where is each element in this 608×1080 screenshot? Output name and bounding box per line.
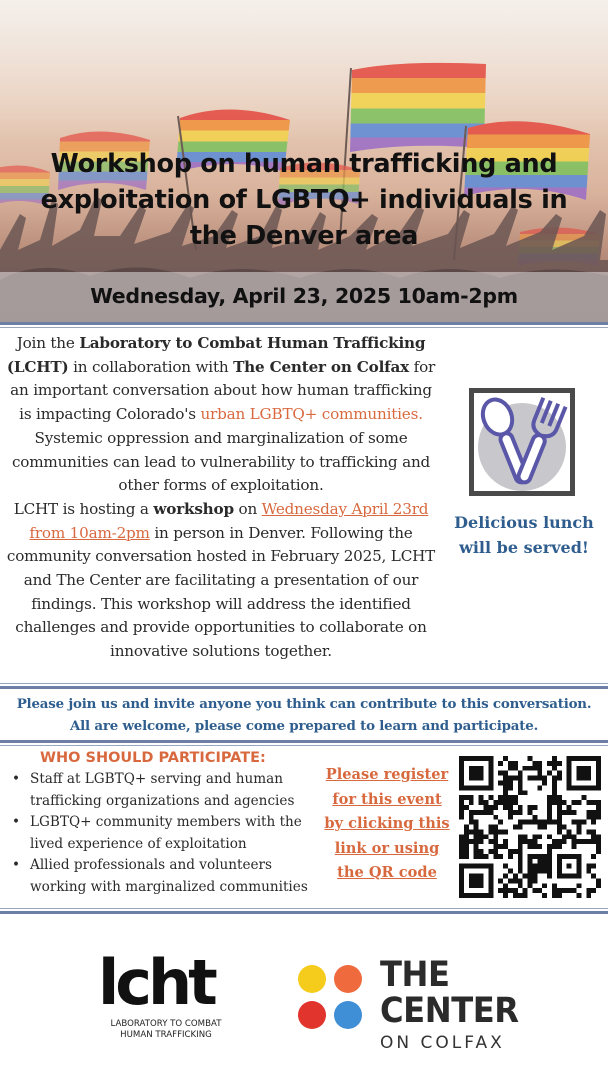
divider [0, 686, 608, 689]
event-title [20, 146, 588, 254]
lcht-tagline-line: LABORATORY TO COMBAT [110, 1019, 222, 1029]
center-name-inline: The Center on Colfax [233, 357, 410, 376]
lcht-wordmark: lcht [98, 950, 214, 1010]
workshop-date-link[interactable]: Wednesday April 23rd from 10am-2pm [29, 499, 429, 542]
urban-communities-highlight: urban LGBTQ+ communities. [200, 405, 423, 424]
red-dot [298, 1001, 326, 1029]
blue-dot [334, 1001, 362, 1029]
event-title-line: the Denver area [189, 221, 419, 251]
intro-text-span: in person in Denver. Following the community conversation hosted in February 2025, LCHT and The Center are facilitating a presentation of our findings. This workshop will address the identified challenges and provide opportunities to collaborate on innovative solutions together. [6, 523, 436, 661]
divider [0, 322, 608, 325]
event-title-line: Workshop on human trafficking and [50, 149, 558, 179]
event-date: Wednesday, April 23, 2025 10am-2pm [90, 284, 518, 308]
list-item: • Allied professionals and volunteers working with marginalized communities [10, 855, 320, 898]
lunch-notice-line: will be served! [459, 538, 589, 557]
qr-code[interactable] [459, 756, 601, 898]
orange-dot [334, 965, 362, 993]
invite-message [0, 693, 608, 737]
participants-heading: WHO SHOULD PARTICIPATE: [40, 750, 266, 766]
center-on-colfax-wordmark [380, 957, 520, 1053]
list-item: • Staff at LGBTQ+ serving and human trafficking organizations and agencies [10, 769, 320, 812]
utensils-icon [474, 393, 570, 491]
event-title-line: exploitation of LGBTQ+ individuals in [40, 185, 568, 215]
register-link[interactable] [320, 763, 454, 886]
participants-list [10, 769, 320, 898]
center-logo-dots [296, 963, 368, 1035]
intro-text-span: Join the [16, 334, 80, 352]
lunch-notice-line: Delicious lunch [454, 513, 594, 532]
divider [0, 745, 608, 746]
intro-text-span: on [233, 499, 262, 518]
hero-banner [0, 0, 608, 322]
intro-text-span: in collaboration with [68, 357, 234, 376]
register-line[interactable]: the QR code [337, 864, 437, 881]
list-item: • LGBTQ+ community members with the lived experience of exploitation [10, 812, 320, 855]
intro-text-span: Systemic oppression and marginalization of some communities can lead to vulnerability to trafficking and other forms of exploitation. [11, 428, 431, 495]
register-line[interactable]: by clicking this [324, 815, 450, 832]
lcht-name: Laboratory to Combat Human Trafficking (LCHT) [6, 334, 426, 376]
intro-text [6, 332, 436, 664]
center-wordmark-line: THE [380, 955, 450, 995]
lcht-tagline [96, 1019, 236, 1041]
invite-line: All are welcome, please come prepared to learn and participate. [69, 718, 539, 734]
register-line[interactable]: Please register [325, 766, 449, 783]
lunch-icon-frame [469, 388, 575, 496]
divider [0, 911, 608, 914]
register-line[interactable]: for this event [332, 790, 442, 808]
yellow-dot [298, 965, 326, 993]
lunch-notice [440, 510, 608, 560]
intro-text-span: LCHT is hosting a [13, 499, 154, 518]
divider [0, 740, 608, 743]
workshop-emphasis: workshop [153, 499, 234, 518]
center-wordmark-line: CENTER [380, 991, 519, 1031]
invite-line: Please join us and invite anyone you think can contribute to this conversation. [16, 696, 592, 712]
register-line[interactable]: link or using [334, 839, 440, 857]
lcht-logo [96, 950, 246, 1010]
divider [0, 327, 608, 328]
divider [0, 908, 608, 909]
center-wordmark-subline: ON COLFAX [380, 1033, 505, 1053]
intro-text-span: for an important conversation about how human trafficking is impacting Colorado's [10, 357, 436, 424]
lcht-tagline-line: HUMAN TRAFFICKING [120, 1030, 212, 1040]
divider [0, 683, 608, 684]
